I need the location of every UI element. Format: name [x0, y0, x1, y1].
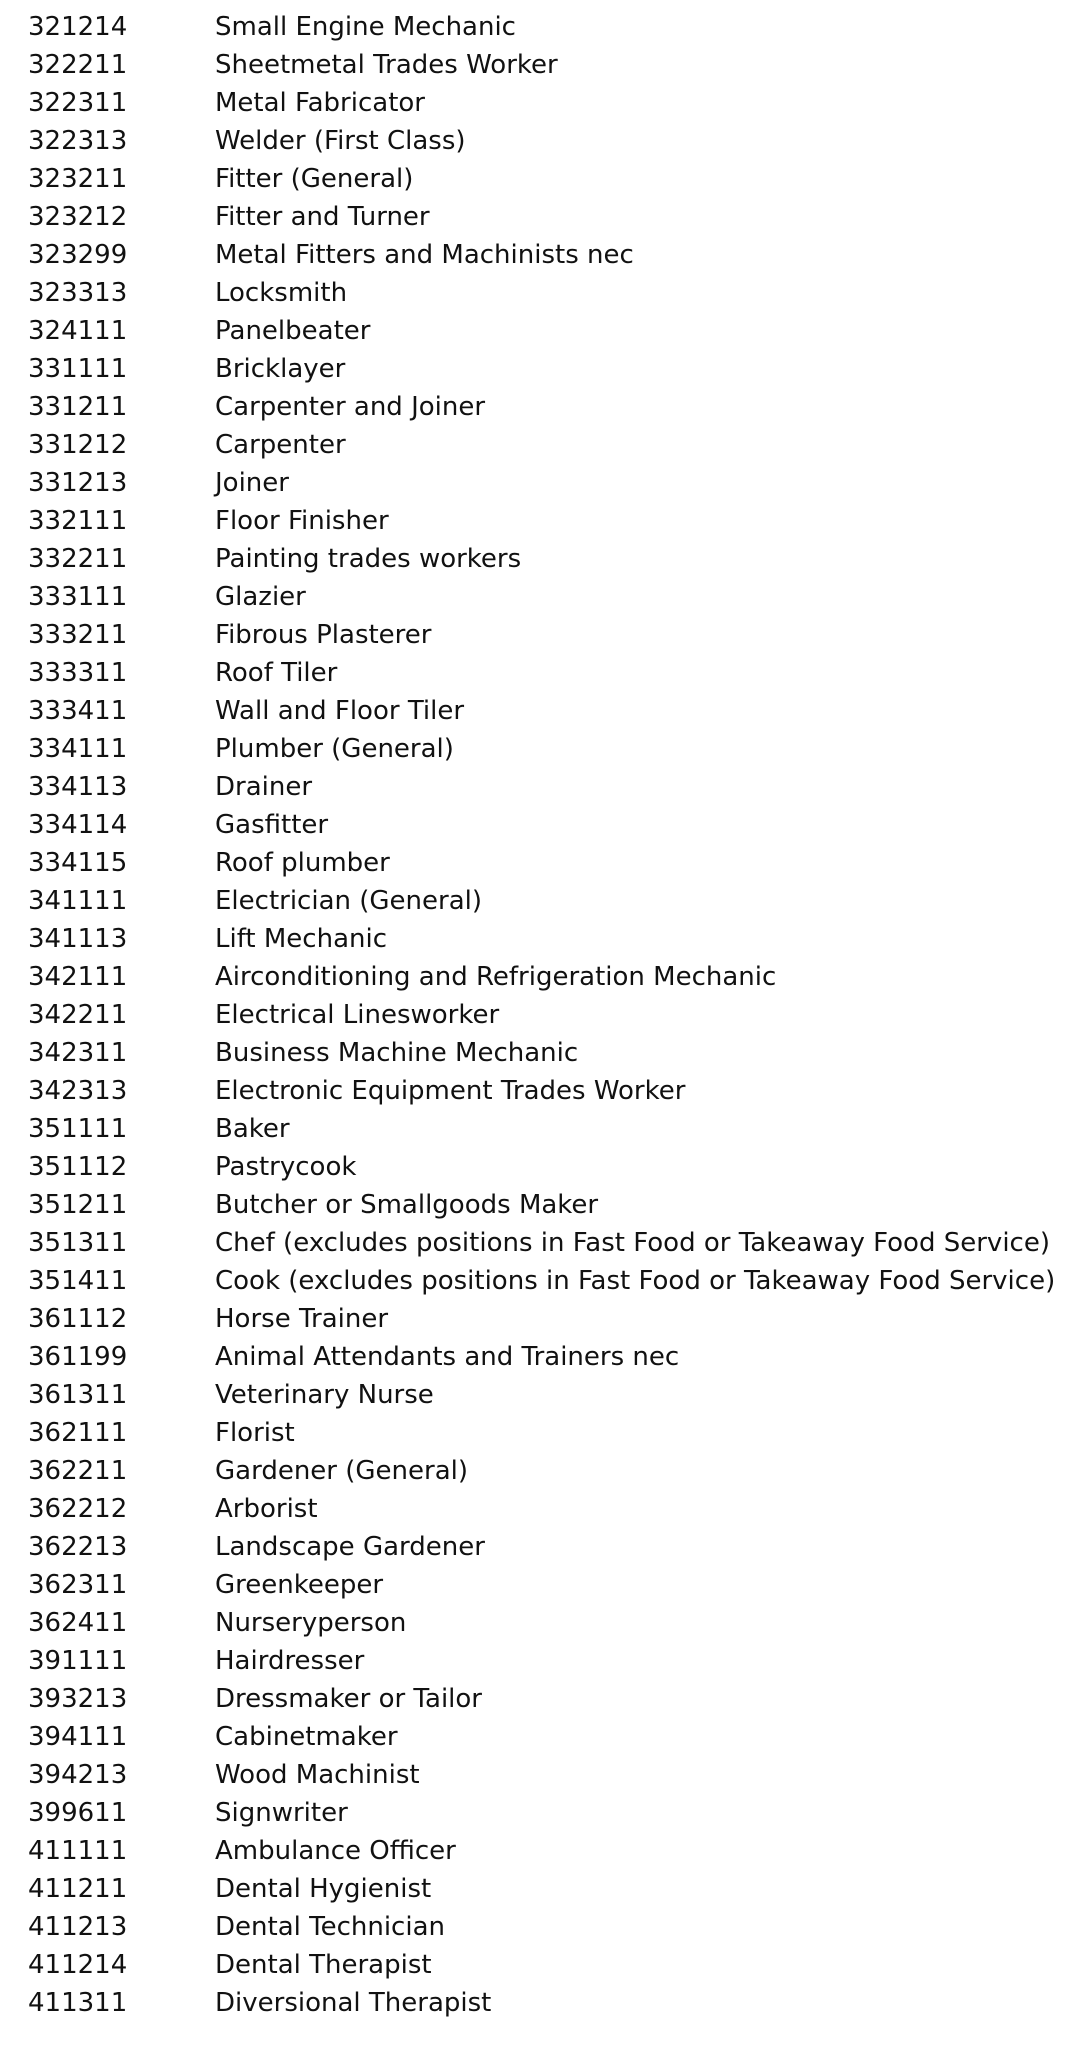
occupation-title: Nurseryperson: [215, 1608, 407, 1638]
list-item: [0, 426, 1080, 464]
occupation-title: Electrician (General): [215, 886, 482, 916]
occupation-code: 323313: [28, 278, 128, 308]
occupation-code: 351111: [28, 1114, 128, 1144]
occupation-code: 341111: [28, 886, 128, 916]
list-item: [0, 768, 1080, 806]
occupation-code: 361311: [28, 1380, 128, 1410]
occupation-title: Painting trades workers: [215, 544, 522, 574]
list-item: [0, 1148, 1080, 1186]
list-item: [0, 1642, 1080, 1680]
occupation-code: 362211: [28, 1456, 128, 1486]
list-item: [0, 1300, 1080, 1338]
list-item: [0, 8, 1080, 46]
list-item: [0, 730, 1080, 768]
list-item: [0, 274, 1080, 312]
occupation-code: 411213: [28, 1912, 128, 1942]
list-item: [0, 1680, 1080, 1718]
occupation-code: 334115: [28, 848, 128, 878]
occupation-title: Fibrous Plasterer: [215, 620, 432, 650]
occupation-code: 341113: [28, 924, 128, 954]
occupation-code: 323211: [28, 164, 128, 194]
list-item: [0, 464, 1080, 502]
occupation-code: 399611: [28, 1798, 128, 1828]
occupation-title: Roof Tiler: [215, 658, 338, 688]
occupation-code: 362111: [28, 1418, 128, 1448]
list-item: [0, 1034, 1080, 1072]
occupation-code: 411214: [28, 1950, 128, 1980]
occupation-code: 322211: [28, 50, 128, 80]
list-item: [0, 1110, 1080, 1148]
occupation-code: 393213: [28, 1684, 128, 1714]
occupation-title: Landscape Gardener: [215, 1532, 485, 1562]
occupation-title: Panelbeater: [215, 316, 371, 346]
list-item: [0, 160, 1080, 198]
list-item: [0, 1566, 1080, 1604]
list-item: [0, 1338, 1080, 1376]
occupation-title: Signwriter: [215, 1798, 348, 1828]
list-item: [0, 1490, 1080, 1528]
list-item: [0, 1186, 1080, 1224]
list-item: [0, 1984, 1080, 2022]
occupation-title: Plumber (General): [215, 734, 454, 764]
occupation-title: Carpenter: [215, 430, 346, 460]
occupation-code: 361112: [28, 1304, 128, 1334]
occupation-title: Florist: [215, 1418, 295, 1448]
occupation-title: Pastrycook: [215, 1152, 357, 1182]
list-item: [0, 1908, 1080, 1946]
occupation-title: Airconditioning and Refrigeration Mechanic: [215, 962, 777, 992]
list-item: [0, 654, 1080, 692]
occupation-title: Locksmith: [215, 278, 348, 308]
occupation-title: Glazier: [215, 582, 306, 612]
occupation-code: 362311: [28, 1570, 128, 1600]
list-item: [0, 578, 1080, 616]
occupation-code: 342311: [28, 1038, 128, 1068]
occupation-code: 351311: [28, 1228, 128, 1258]
list-item: [0, 1832, 1080, 1870]
occupation-code: 323299: [28, 240, 128, 270]
occupation-code: 334113: [28, 772, 128, 802]
occupation-code: 351211: [28, 1190, 128, 1220]
occupation-title: Gardener (General): [215, 1456, 468, 1486]
list-item: [0, 844, 1080, 882]
occupation-title: Chef (excludes positions in Fast Food or Takeaway Food Service): [215, 1228, 1050, 1258]
list-item: [0, 540, 1080, 578]
occupation-title: Animal Attendants and Trainers nec: [215, 1342, 680, 1372]
occupation-code: 332111: [28, 506, 128, 536]
occupation-title: Arborist: [215, 1494, 318, 1524]
list-item: [0, 1604, 1080, 1642]
occupation-code: 411111: [28, 1836, 128, 1866]
list-item: [0, 1756, 1080, 1794]
list-item: [0, 1870, 1080, 1908]
occupation-code: 362212: [28, 1494, 128, 1524]
occupation-title: Horse Trainer: [215, 1304, 389, 1334]
occupation-title: Fitter and Turner: [215, 202, 430, 232]
occupation-code: 411311: [28, 1988, 128, 2018]
occupation-code: 342211: [28, 1000, 128, 1030]
occupation-code: 333111: [28, 582, 128, 612]
occupation-code: 323212: [28, 202, 128, 232]
list-item: [0, 1224, 1080, 1262]
occupation-title: Dental Technician: [215, 1912, 445, 1942]
list-item: [0, 996, 1080, 1034]
list-item: [0, 958, 1080, 996]
occupation-title: Bricklayer: [215, 354, 346, 384]
list-item: [0, 1528, 1080, 1566]
occupation-title: Dressmaker or Tailor: [215, 1684, 482, 1714]
occupation-title: Baker: [215, 1114, 290, 1144]
occupation-code: 331212: [28, 430, 128, 460]
occupation-title: Business Machine Mechanic: [215, 1038, 579, 1068]
occupation-title: Sheetmetal Trades Worker: [215, 50, 558, 80]
list-item: [0, 312, 1080, 350]
occupation-title: Cabinetmaker: [215, 1722, 398, 1752]
occupation-code: 333311: [28, 658, 128, 688]
occupation-title: Lift Mechanic: [215, 924, 387, 954]
occupation-code: 361199: [28, 1342, 128, 1372]
occupation-code: 351411: [28, 1266, 128, 1296]
list-item: [0, 122, 1080, 160]
occupation-title: Dental Hygienist: [215, 1874, 432, 1904]
occupation-code: 342313: [28, 1076, 128, 1106]
list-item: [0, 806, 1080, 844]
occupation-title: Hairdresser: [215, 1646, 365, 1676]
occupation-title: Wall and Floor Tiler: [215, 696, 465, 726]
occupation-title: Floor Finisher: [215, 506, 389, 536]
occupation-list: [0, 8, 1080, 2022]
occupation-title: Small Engine Mechanic: [215, 12, 516, 42]
occupation-title: Ambulance Officer: [215, 1836, 456, 1866]
occupation-code: 321214: [28, 12, 128, 42]
list-item: [0, 502, 1080, 540]
occupation-title: Wood Machinist: [215, 1760, 420, 1790]
occupation-code: 351112: [28, 1152, 128, 1182]
list-item: [0, 616, 1080, 654]
list-item: [0, 1946, 1080, 1984]
occupation-code: 322313: [28, 126, 128, 156]
occupation-code: 331211: [28, 392, 128, 422]
list-item: [0, 84, 1080, 122]
occupation-code: 394213: [28, 1760, 128, 1790]
occupation-code: 331213: [28, 468, 128, 498]
list-item: [0, 1414, 1080, 1452]
occupation-title: Fitter (General): [215, 164, 414, 194]
list-item: [0, 1794, 1080, 1832]
occupation-code: 332211: [28, 544, 128, 574]
occupation-code: 333211: [28, 620, 128, 650]
occupation-code: 394111: [28, 1722, 128, 1752]
list-item: [0, 236, 1080, 274]
occupation-code: 324111: [28, 316, 128, 346]
occupation-title: Carpenter and Joiner: [215, 392, 486, 422]
occupation-title: Roof plumber: [215, 848, 390, 878]
list-item: [0, 388, 1080, 426]
occupation-code: 391111: [28, 1646, 128, 1676]
occupation-title: Butcher or Smallgoods Maker: [215, 1190, 599, 1220]
list-item: [0, 1376, 1080, 1414]
occupation-title: Diversional Therapist: [215, 1988, 492, 2018]
occupation-code: 362213: [28, 1532, 128, 1562]
occupation-code: 334111: [28, 734, 128, 764]
occupation-title: Joiner: [215, 468, 289, 498]
occupation-title: Cook (excludes positions in Fast Food or Takeaway Food Service): [215, 1266, 1056, 1296]
occupation-code: 333411: [28, 696, 128, 726]
list-item: [0, 1452, 1080, 1490]
occupation-title: Veterinary Nurse: [215, 1380, 434, 1410]
list-item: [0, 882, 1080, 920]
occupation-title: Welder (First Class): [215, 126, 466, 156]
list-item: [0, 692, 1080, 730]
occupation-title: Metal Fabricator: [215, 88, 425, 118]
occupation-code: 411211: [28, 1874, 128, 1904]
occupation-title: Drainer: [215, 772, 313, 802]
occupation-code: 334114: [28, 810, 128, 840]
occupation-title: Dental Therapist: [215, 1950, 432, 1980]
occupation-title: Metal Fitters and Machinists nec: [215, 240, 634, 270]
list-item: [0, 1718, 1080, 1756]
list-item: [0, 920, 1080, 958]
occupation-title: Greenkeeper: [215, 1570, 384, 1600]
occupation-code: 322311: [28, 88, 128, 118]
list-item: [0, 1262, 1080, 1300]
list-item: [0, 198, 1080, 236]
occupation-title: Electronic Equipment Trades Worker: [215, 1076, 686, 1106]
list-item: [0, 46, 1080, 84]
occupation-code: 331111: [28, 354, 128, 384]
occupation-code: 342111: [28, 962, 128, 992]
occupation-title: Electrical Linesworker: [215, 1000, 500, 1030]
occupation-code: 362411: [28, 1608, 128, 1638]
list-item: [0, 1072, 1080, 1110]
list-item: [0, 350, 1080, 388]
occupation-title: Gasfitter: [215, 810, 329, 840]
